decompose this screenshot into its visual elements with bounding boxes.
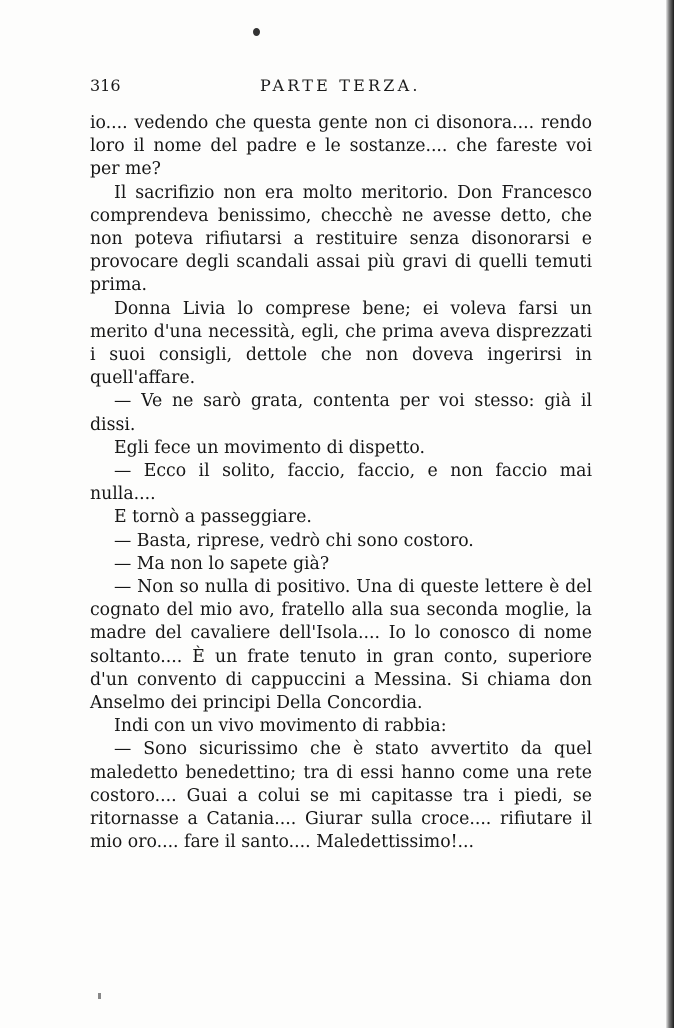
paragraph: Il sacrifizio non era molto meritorio. Don Francesco comprendeva benissimo, checchè ne avesse detto, che non poteva rifiutarsi a restituire senza disonorarsi e provocare degli scandali assai più gravi di quelli temuti prima. (90, 182, 592, 296)
ink-dot (253, 28, 260, 36)
paragraph: io.... vedendo che questa gente non ci disonora.... rendo loro il nome del padre e le sostanze.... che fareste voi per me? (90, 113, 592, 180)
paragraph: — Ecco il solito, faccio, faccio, e non faccio mai nulla.... (90, 461, 592, 505)
paragraph: — Ve ne sarò grata, contenta per voi stesso: già il dissi. (90, 391, 592, 435)
paragraph: — Non so nulla di positivo. Una di queste lettere è del cognato del mio avo, fratello alla sua seconda moglie, la madre del cavaliere dell'Isola.... Io lo conosco di nome soltanto.... È un frate tenuto in gran conto, superiore d'un convento di cappuccini a Messina. Si chiama don Anselmo dei principi Della Concordia. (90, 577, 592, 714)
paragraph: Egli fece un movimento di dispetto. (114, 437, 425, 458)
body-text (90, 112, 592, 855)
paragraph: — Sono sicurissimo che è stato avvertito da quel maledetto benedettino; tra di essi hanno come una rete costoro.... Guai a colui se mi capitasse tra i piedi, se ritornasse a Catania.... Giurar sulla croce.... rifiutare il mio oro.... fare il santo.... Maledettissimo!... (90, 739, 592, 853)
paragraph: — Ma non lo sapete già? (114, 553, 330, 574)
page-header (90, 76, 595, 100)
paragraph: Indi con un vivo movimento di rabbia: (114, 716, 447, 737)
page-edge-shadow (666, 0, 674, 1028)
page-number: 316 (90, 76, 121, 95)
running-head: PARTE TERZA. (260, 76, 421, 95)
paragraph: Donna Livia lo comprese bene; ei voleva farsi un merito d'una necessità, egli, che prima aveva disprezzati i suoi consigli, dettole che non doveva ingerirsi in quell'affare. (90, 298, 592, 389)
scan-mark (98, 993, 101, 999)
paragraph: — Basta, riprese, vedrò chi sono costoro. (114, 530, 474, 551)
paragraph: E tornò a passeggiare. (114, 507, 312, 528)
